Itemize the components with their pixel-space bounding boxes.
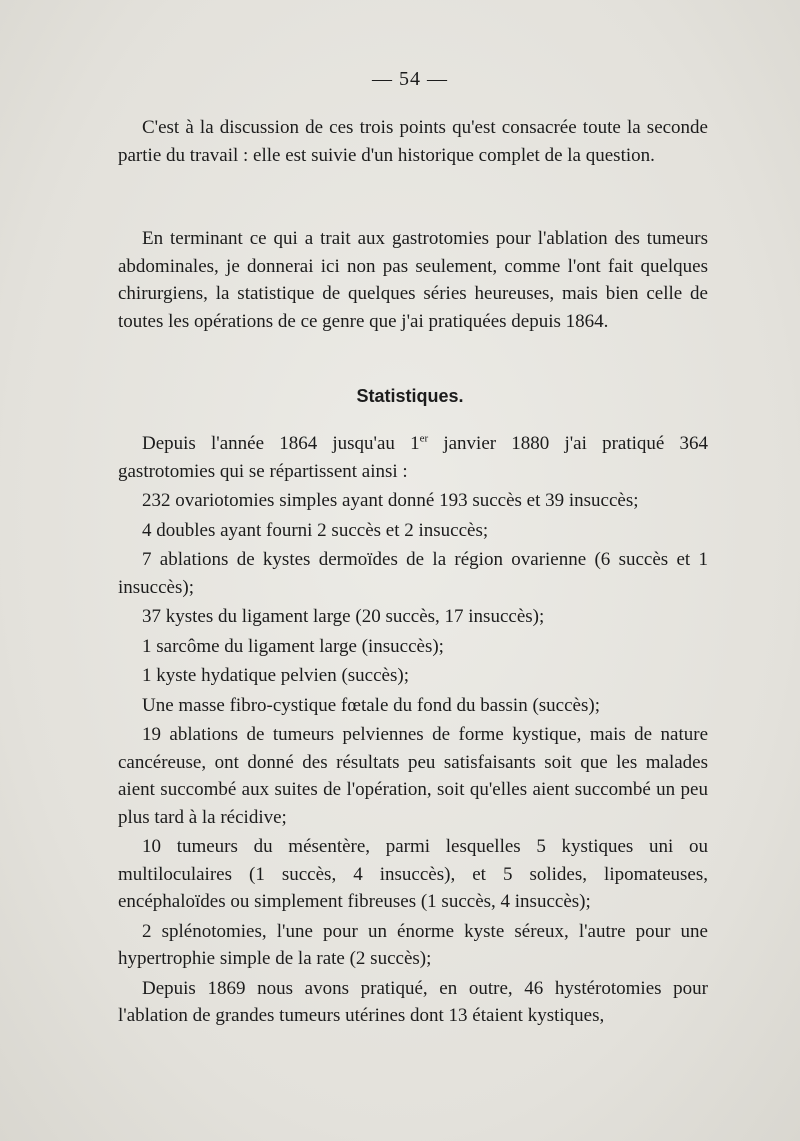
statistics-list <box>118 430 708 1032</box>
statistics-intro-end: janvier 1880 j'ai pratiqué 364 gastrotomies qui se répartissent ainsi : <box>118 433 709 482</box>
list-item: 37 kystes du ligament large (20 succès, 17 insuccès); <box>142 606 545 627</box>
closing-block <box>118 225 708 335</box>
list-item: 1 sarcôme du ligament large (insuccès); <box>142 635 444 657</box>
page-number: — 54 — <box>372 68 448 90</box>
list-item: 19 ablations de tumeurs pelviennes de forme kystique, mais de nature cancéreuse, ont donné des résultats peu satisfaisants soit que les malades aient succombé aux suites de l'opération, soit qu'elles aient succombé un peu plus tard à la récidive; <box>118 724 708 828</box>
list-item: 1 kyste hydatique pelvien (succès); <box>142 665 409 686</box>
list-item: 4 doubles ayant fourni 2 succès et 2 insuccès; <box>142 519 489 541</box>
closing-paragraph: En terminant ce qui a trait aux gastrotomies pour l'ablation des tumeurs abdominales, je donnerai ici non pas seulement, comme l'ont fait quelques chirurgiens, la statistique de quelques séries heureuses, mais bien celle de toutes les opérations de ce genre que j'ai pratiquées depuis 1864. <box>118 228 708 332</box>
list-item: 7 ablations de kystes dermoïdes de la région ovarienne (6 succès et 1 insuccès); <box>118 549 708 598</box>
list-item: 10 tumeurs du mésentère, parmi lesquelles 5 kystiques uni ou multiloculaires (1 succès, 4 insuccès), et 5 solides, lipomateuses, encéphaloïdes ou simplement fibreuses (1 succès, 4 insuccès); <box>118 836 708 912</box>
statistics-intro <box>118 430 708 485</box>
intro-block <box>118 114 708 169</box>
list-item: 2 splénotomies, l'une pour un énorme kyste séreux, l'autre pour une hypertrophie simple de la rate (2 succès); <box>118 920 708 969</box>
statistics-intro-start: Depuis l'année 1864 jusqu'au 1 <box>142 433 420 454</box>
list-item: Depuis 1869 nous avons pratiqué, en outre, 46 hystérotomies pour l'ablation de grandes tumeurs utérines dont 13 étaient kystiques, <box>118 977 708 1026</box>
intro-paragraph: C'est à la discussion de ces trois points qu'est consacrée toute la seconde partie du travail : elle est suivie d'un historique complet de la question. <box>118 117 708 166</box>
list-item: Une masse fibro-cystique fœtale du fond du bassin (succès); <box>142 694 600 716</box>
list-item: 232 ovariotomies simples ayant donné 193 succès et 39 insuccès; <box>142 490 639 511</box>
section-title: Statistiques. <box>356 386 464 406</box>
ordinal-superscript: er <box>419 432 429 445</box>
